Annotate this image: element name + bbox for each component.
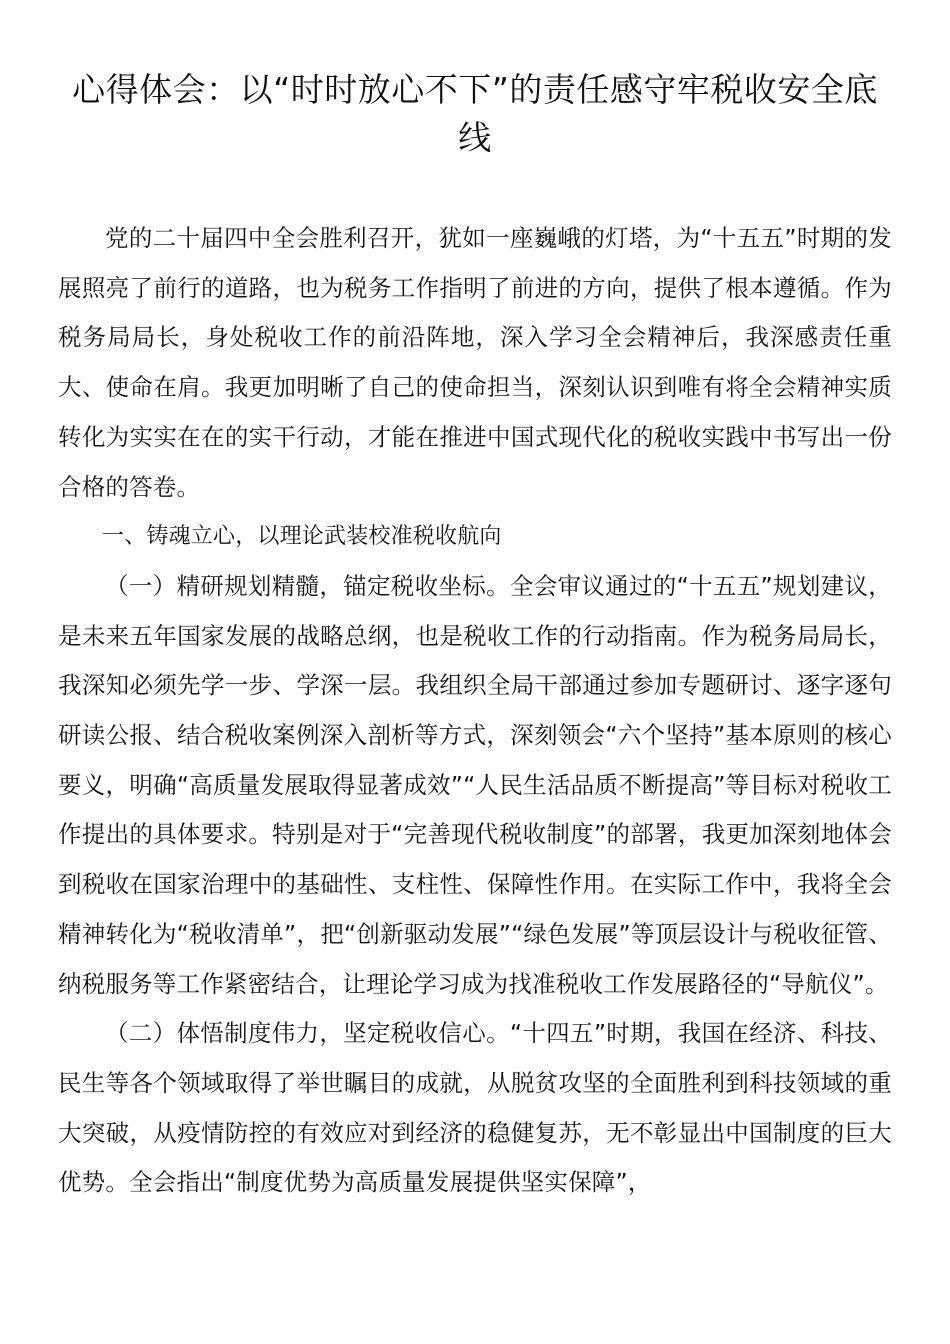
paragraph-subsection-2: （二）体悟制度伟力，坚定税收信心。“十四五”时期，我国在经济、科技、民生等各个领域取得了举世瞩目的成就，从脱贫攻坚的全面胜利到科技领域的重大突破，从疫情防控的有效应对到经济的稳健复苏，无不彰显出中国制度的巨大优势。全会指出“制度优势为高质量发展提供坚实保障”， (58, 1019, 892, 1197)
document-body (58, 214, 892, 1208)
document-title: 心得体会：以“时时放心不下”的责任感守牢税收安全底线 (72, 70, 878, 157)
paragraph-subsection-1: （一）精研规划精髓，锚定税收坐标。全会审议通过的“十五五”规划建议，是未来五年国家发展的战略总纲，也是税收工作的行动指南。作为税务局局长，我深知必须先学一步、学深一层。我组织全局干部通过参加专题研讨、逐字逐句研读公报、结合税收案例深入剖析等方式，深刻领会“六个坚持”基本原则的核心要义，明确“高质量发展取得显著成效”“人民生活品质不断提高”等目标对税收工作提出的具体要求。特别是对于“完善现代税收制度”的部署，我更加深刻地体会到税收在国家治理中的基础性、支柱性、保障性作用。在实际工作中，我将全会精神转化为“税收清单”，把“创新驱动发展”“绿色发展”等顶层设计与税收征管、纳税服务等工作紧密结合，让理论学习成为找准税收工作发展路径的“导航仪”。 (58, 571, 892, 998)
section-heading-1: 一、铸魂立心，以理论武装校准税收航向 (102, 524, 502, 550)
paragraph-intro: 党的二十届四中全会胜利召开，犹如一座巍峨的灯塔，为“十五五”时期的发展照亮了前行的道路，也为税务工作指明了前进的方向，提供了根本遵循。作为税务局局长，身处税收工作的前沿阵地，深入学习全会精神后，我深感责任重大、使命在肩。我更加明晰了自己的使命担当，深刻认识到唯有将全会精神实质转化为实实在在的实干行动，才能在推进中国式现代化的税收实践中书写出一份合格的答卷。 (58, 224, 892, 501)
document-page (58, 66, 892, 1208)
